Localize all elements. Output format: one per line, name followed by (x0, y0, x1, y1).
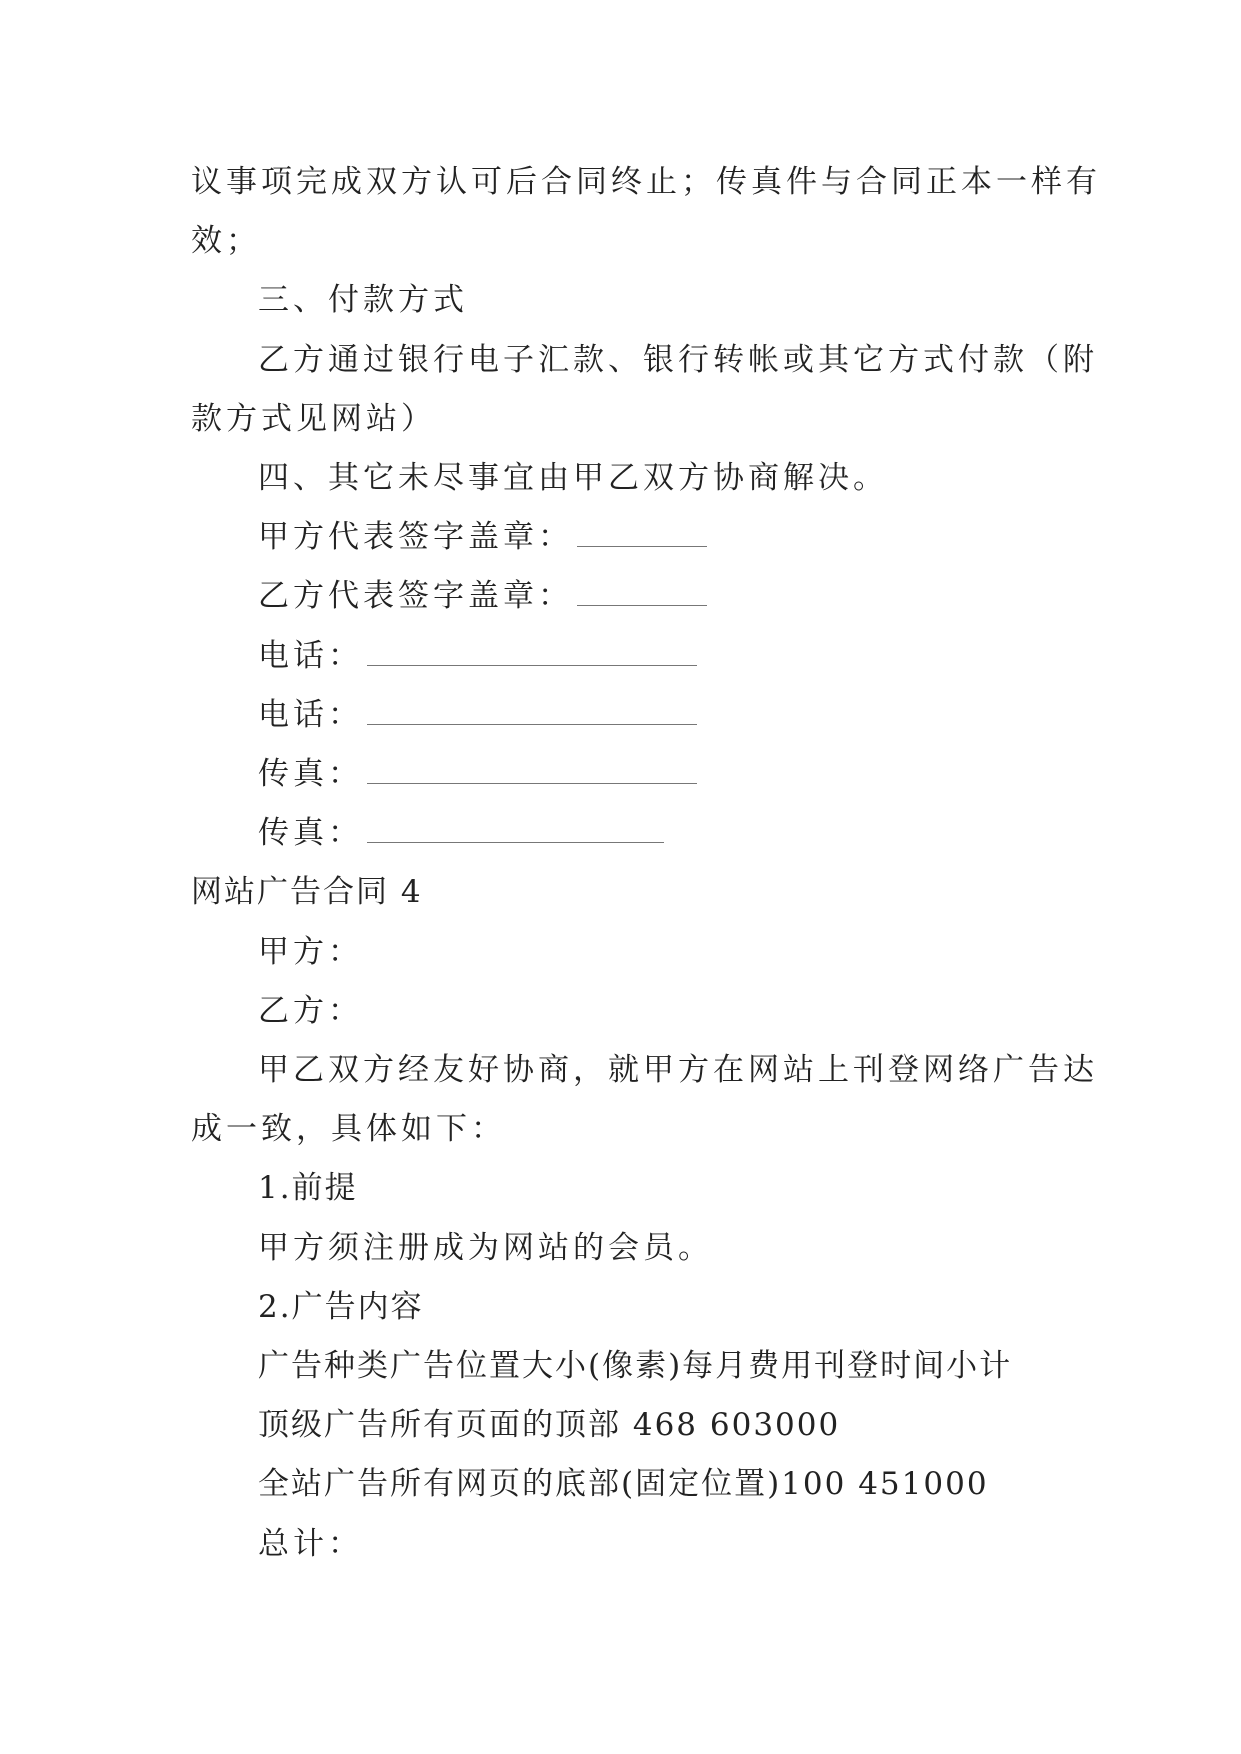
ad-table-row: 全站广告所有网页的底部(固定位置)100 451000 (258, 1466, 989, 1502)
blank-line (577, 579, 707, 606)
field-label: 电话： (258, 638, 363, 674)
section-heading: 四、其它未尽事宜由甲乙双方协商解决。 (258, 460, 888, 496)
blank-line (367, 698, 697, 725)
contract-title: 网站广告合同 4 (191, 874, 423, 910)
signature-field-party-b (258, 576, 707, 616)
blank-line (367, 757, 697, 784)
clause-title: 2.广告内容 (258, 1289, 424, 1325)
body-text-line: 款方式见网站） (191, 401, 436, 437)
body-text-line: 议事项完成双方认可后合同终止；传真件与合同正本一样有 (191, 164, 1101, 200)
ad-table-row: 顶级广告所有页面的顶部 468 603000 (258, 1407, 841, 1443)
blank-line (367, 639, 697, 666)
intro-text-line: 成一致，具体如下： (191, 1111, 506, 1147)
clause-text: 甲方须注册成为网站的会员。 (258, 1230, 713, 1266)
party-a-label: 甲方： (258, 934, 363, 970)
signature-field-party-a (258, 517, 707, 557)
clause-title: 1.前提 (258, 1170, 358, 1206)
fax-field (258, 754, 697, 794)
phone-field (258, 695, 697, 735)
ad-table-header: 广告种类广告位置大小(像素)每月费用刊登时间小计 (258, 1348, 1013, 1384)
field-label: 甲方代表签字盖章： (258, 519, 573, 555)
fax-field (258, 813, 664, 853)
body-text-line: 乙方通过银行电子汇款、银行转帐或其它方式付款（附 (258, 342, 1098, 378)
blank-line (367, 816, 664, 843)
field-label: 电话： (258, 697, 363, 733)
total-label: 总计： (258, 1526, 363, 1562)
phone-field (258, 636, 697, 676)
field-label: 乙方代表签字盖章： (258, 578, 573, 614)
body-text-line: 效； (191, 223, 261, 259)
section-heading: 三、付款方式 (258, 282, 468, 318)
field-label: 传真： (258, 815, 363, 851)
field-label: 传真： (258, 756, 363, 792)
party-b-label: 乙方： (258, 993, 363, 1029)
intro-text-line: 甲乙双方经友好协商，就甲方在网站上刊登网络广告达 (258, 1052, 1098, 1088)
blank-line (577, 520, 707, 547)
